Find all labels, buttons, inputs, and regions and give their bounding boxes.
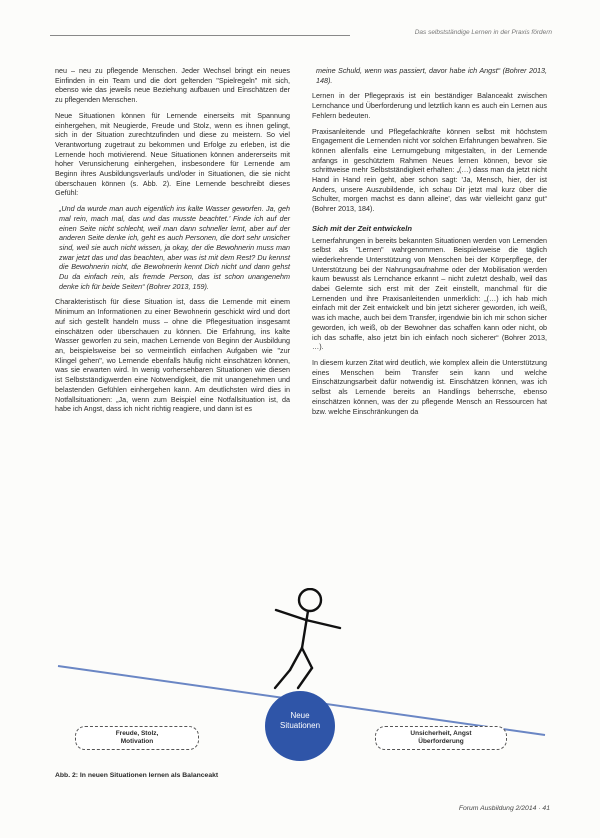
- right-label-box: [375, 726, 507, 750]
- quote-paragraph: meine Schuld, wenn was passiert, davor habe ich Angst“ (Bohrer 2013, 148).: [316, 66, 547, 85]
- body-paragraph: neu – neu zu pflegende Menschen. Jeder Wechsel bringt ein neues Einfinden in ein Team und die dort geltenden "Spielregeln" mit sich, ebenso wie das jeweils neue Beziehung aufbauen und Einschätzen der zu pflegenden Menschen.: [55, 66, 290, 105]
- figure-caption: Abb. 2: In neuen Situationen lernen als Balanceakt: [55, 772, 219, 779]
- body-paragraph: Neue Situationen können für Lernende einerseits mit Spannung einhergehen, mit Neugierde, Freude und Stolz, wenn es ihnen gelingt, sich in der Situation zurechtzufinden und diese zu meistern. So viel Verantwortung zugetraut zu bekommen und Erfolge zu erleben, ist die Lernende hoch motivierend. Neue Situationen können andererseits mit hoher Verunsicherung einhergehen, insbesondere für Lernende am Beginn ihres Ausbildungsverlaufs und/oder in Situationen, die sie nicht überschauen können (s. Abb. 2). Eine Lernende beschreibt dieses Gefühl:: [55, 110, 290, 198]
- page-footer: Forum Ausbildung 2/2014 · 41: [458, 805, 550, 812]
- right-column: [312, 66, 547, 422]
- balance-figure: [40, 588, 565, 763]
- circle-label-line1: Neue: [290, 711, 310, 720]
- header-rule: [50, 35, 350, 36]
- stick-figure: [275, 589, 340, 688]
- right-label-line1: Unsicherheit, Angst: [410, 730, 472, 737]
- body-paragraph: Lernerfahrungen in bereits bekannten Situationen werden von Lernenden selbst als "Lernen" wahrgenommen. Beispielsweise die täglich wiederkehrende Unterstützung von Menschen bei der Körperpflege, der Unterstützung bei der Nahrungsaufnahme oder der Mobilisation werden kaum bewusst als Lernchance erkannt – nicht zuletzt deshalb, weil das dabei Gelernte sich erst mit der Zeit einstellt, manchmal für die Lernenden und ihre Praxisanleitenden unmerklich: „(…) ich hab mich einfach mit der Zeit entwickelt und bin jetzt sicherer geworden, ich weiß, was ich mache, auch bei dem Transfer, irgendwie bin ich mir schon sicher geworden, ich weiß, ob der Bewohner das schaffen kann oder nicht, ob ich das schaffe, also jetzt bin ich einfach noch sicherer“ (Bohrer 2013, …).: [312, 235, 547, 352]
- left-label-line2: Motivation: [120, 738, 154, 745]
- body-paragraph: Charakteristisch für diese Situation ist, dass die Lernende mit einem Minimum an Informationen zu einer Bewohnerin geschickt wird und dort auf sich gestellt handeln muss – ohne die Pflegesituation insgesamt einschätzen oder überschauen zu können. Die Erfahrung, ins kalte Wasser geworfen zu sein, machen Lernende von Beginn der Ausbildung an, beispielsweise bei so vermeintlich einfachen Aufgaben wie "zur Klingel gehen", wo Lernende ebenfalls häufig nicht einschätzen können, was sie erwarten wird. In wenig vorhersehbaren Situationen wie diesen ist Selbstständigwerden eine Notwendigkeit, die mit unangenehmen und belastenden Gefühlen einhergehen kann. Am deutlichsten wird dies in Notfallsituationen: „Ja, wenn zum Beispiel eine Notfallsituation ist, da habe ich Angst, dass ich nicht richtig reagiere, und dann ist es: [55, 297, 290, 414]
- body-paragraph: In diesem kurzen Zitat wird deutlich, wie komplex allein die Unterstützung eines Menschen beim Transfer sein kann und welche Einschätzungsarbeit dafür notwendig ist. Einschätzen können, was ich selbst als Lernende bereits an Handlings beherrsche, ebenso einschätzen können, was der zu pflegende Mensch an Ressourcen hat bzw. welche Einschränkungen da: [312, 357, 547, 416]
- body-paragraph: Lernen in der Pflegepraxis ist ein beständiger Balanceakt zwischen Lernchance und Überforderung und letztlich kann es auch ein Lernen aus Fehlern bedeuten.: [312, 91, 547, 120]
- body-paragraph: Praxisanleitende und Pflegefachkräfte können selbst mit höchstem Engagement die Lernenden nicht vor solchen Erfahrungen bewahren. Sie können allenfalls eine Lernumgebung mitgestalten, in der Lernende anfangs in geschütztem Rahmen Neues lernen können, bevor sie schrittweise mehr Selbstständigkeit erhalten: „(…) dass man da jetzt nicht Hand in Hand rein geht, aber schon sagt: 'Ja, Mensch, hier, der ist Anders, unsere Auszubildende, ich schau Dir jetzt mal kurz über die Schulter, morgen machst es dann alleine', das wär vielleicht ganz gut“ (Bohrer 2013, 184).: [312, 126, 547, 214]
- left-label-line1: Freude, Stolz,: [115, 730, 159, 737]
- left-label-box: [75, 726, 199, 750]
- right-label-line2: Überforderung: [418, 738, 464, 745]
- running-head: Das selbstständige Lernen in der Praxis fördern: [414, 29, 552, 36]
- circle-label-line2: Situationen: [279, 721, 321, 730]
- left-column: [55, 66, 290, 420]
- section-heading: Sich mit der Zeit entwickeln: [312, 223, 413, 233]
- quote-paragraph: „Und da wurde man auch eigentlich ins kalte Wasser geworfen. Ja, geh mal rein, mach mal, das und das musste beachtet.’ Finde ich auf der einen Seite nicht schlecht, weil man dann schneller lernt, aber auf der anderen Seite denke ich, geht es auch Personen, die dort sehr unsicher sind, weil sie auch nicht wissen, ja okay, der die Bewohnerin muss man zwar jetzt das und das beachten, aber was ist mit dem Rest? Du kennst die Bewohnerin nicht, die Bewohnerin kennt Dich nicht und dann gehst Du da einfach rein, als fremde Person, das ist schon unangenehm denke ich für beide Seiten“ (Bohrer 2013, 159).: [59, 204, 290, 291]
- circle-label: [265, 711, 335, 731]
